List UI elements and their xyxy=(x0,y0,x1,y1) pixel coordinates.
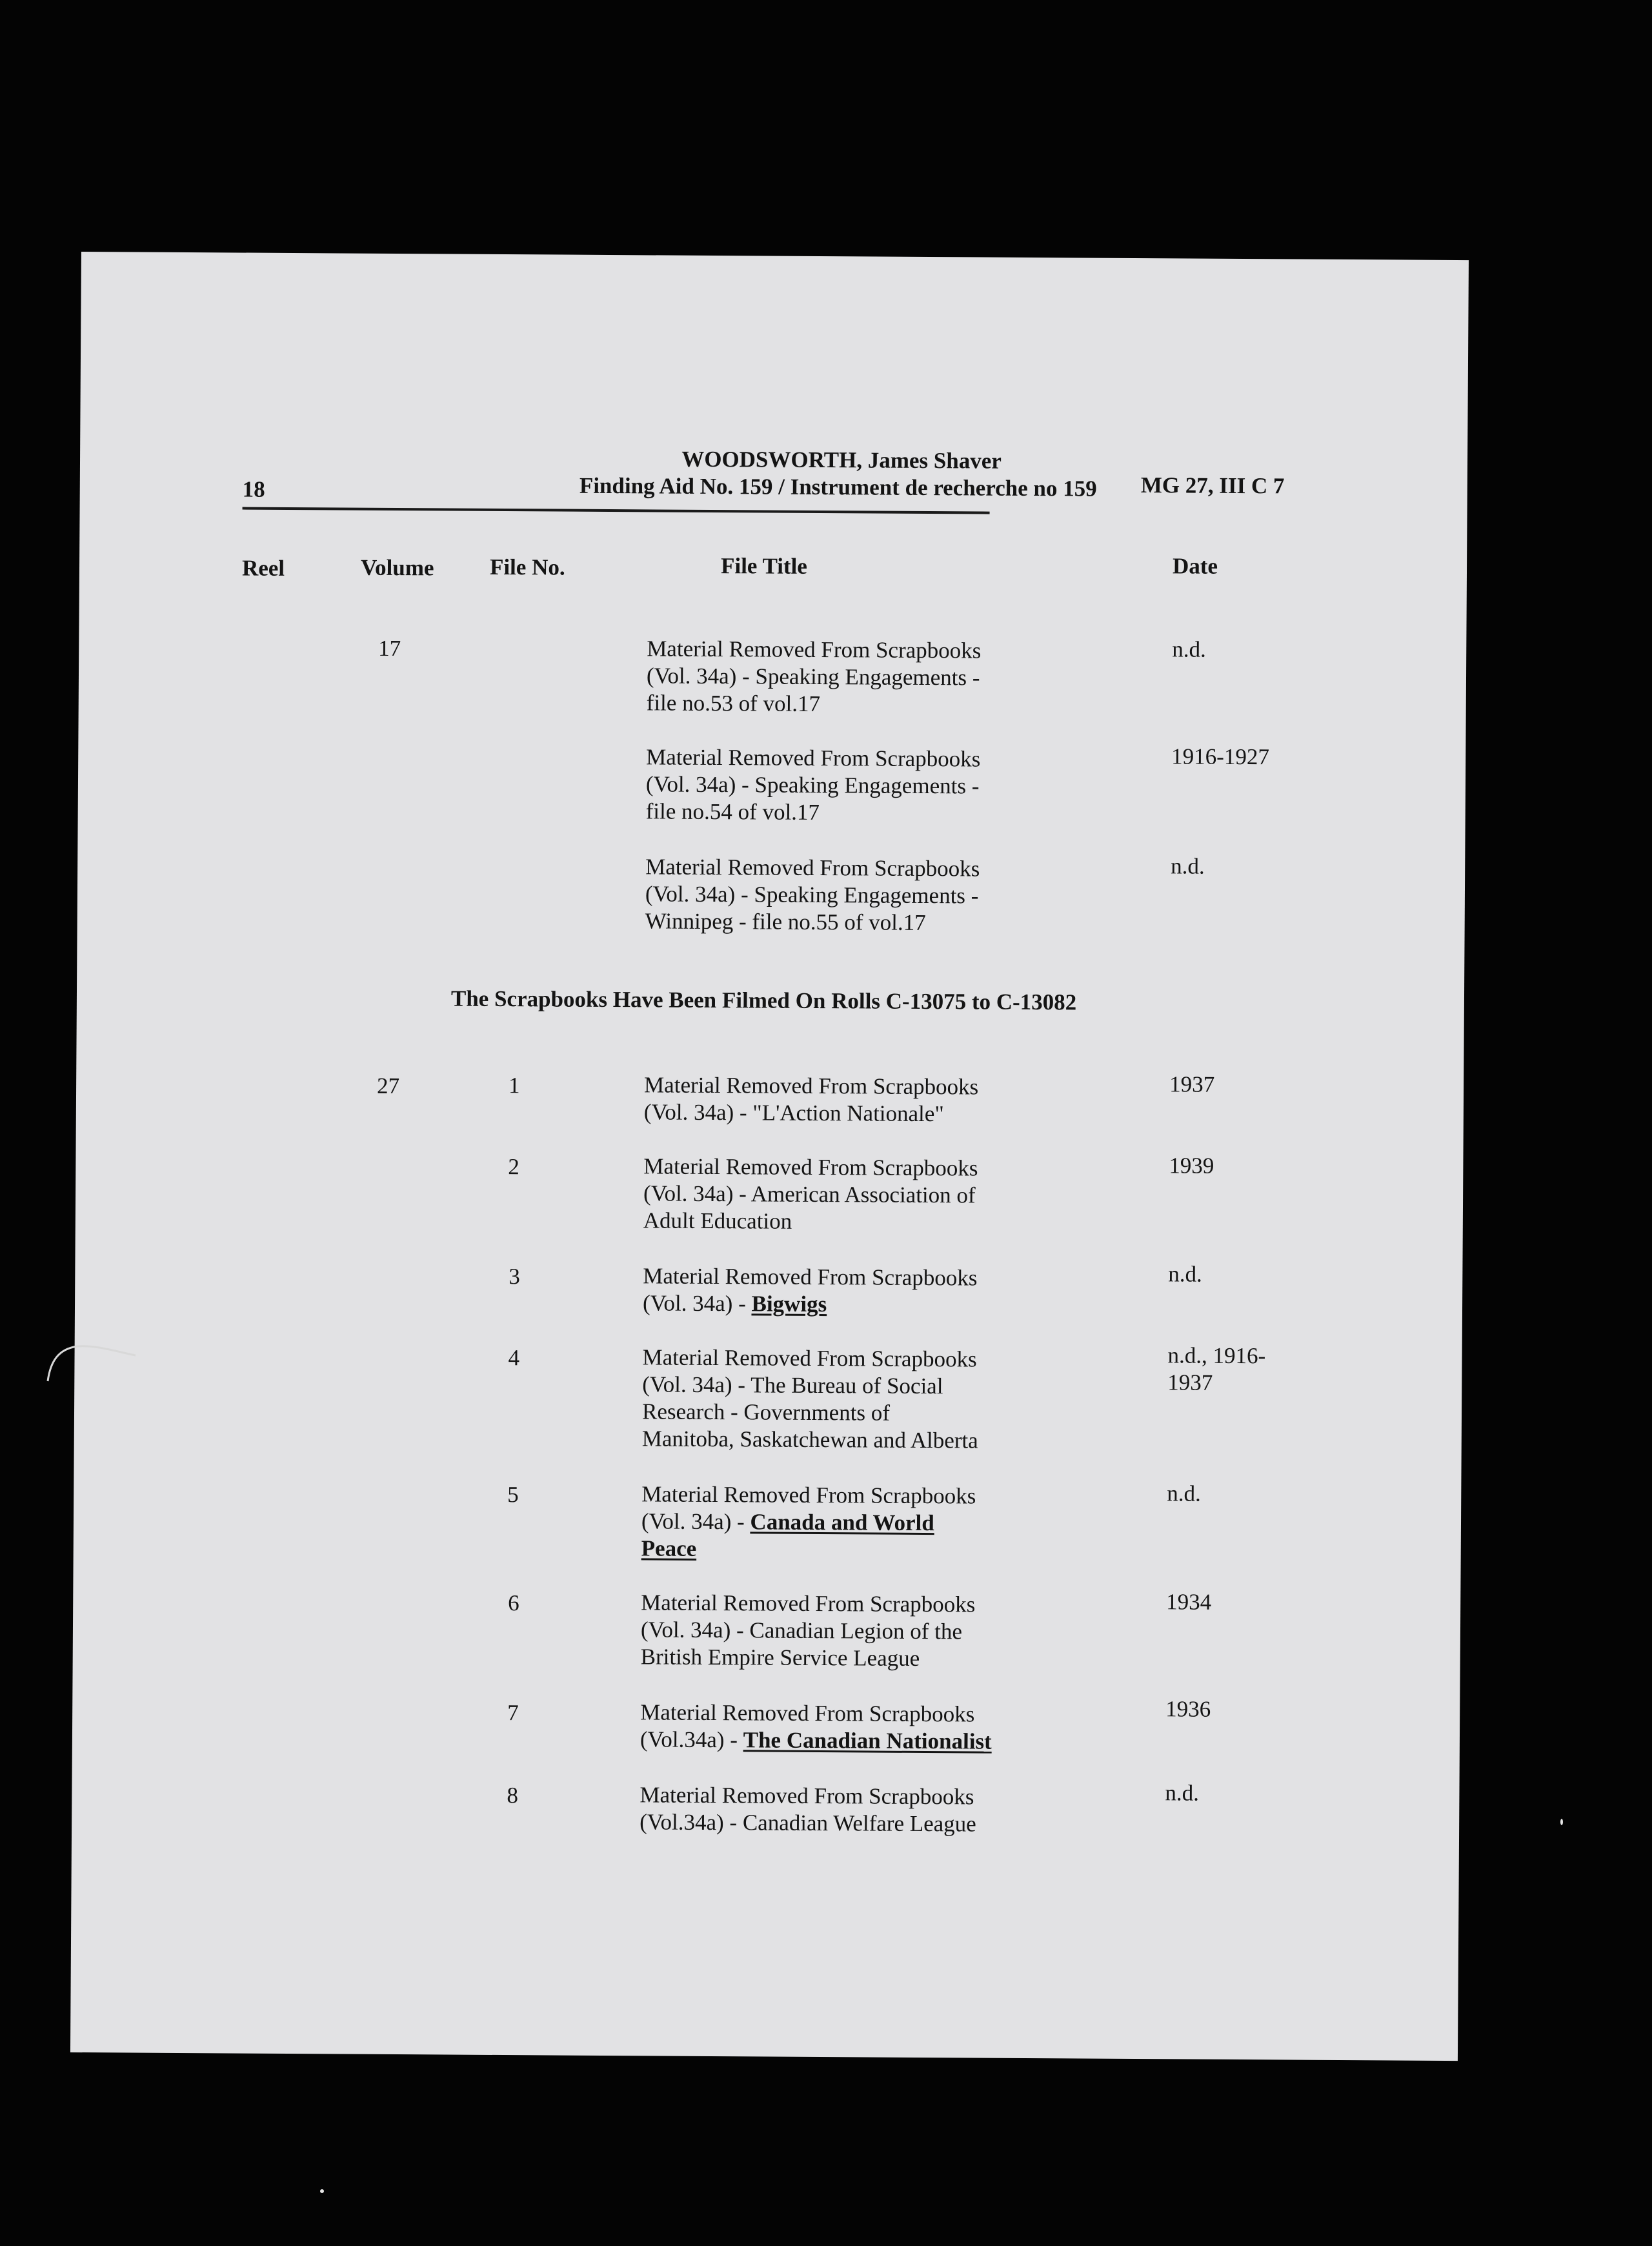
dust-speck xyxy=(320,2189,324,2193)
file-date: 1939 xyxy=(1169,1153,1214,1179)
page-number: 18 xyxy=(242,476,265,502)
column-header-file-no: File No. xyxy=(489,554,565,580)
file-title-line: British Empire Service League xyxy=(640,1644,920,1671)
file-number: 6 xyxy=(508,1590,519,1616)
file-title-line xyxy=(641,1534,697,1563)
column-header-volume: Volume xyxy=(360,554,434,581)
file-title-line: (Vol.34a) - Canadian Welfare League xyxy=(640,1809,976,1837)
file-number: 3 xyxy=(509,1264,520,1290)
file-title-line: Manitoba, Saskatchewan and Alberta xyxy=(641,1426,978,1453)
underlined-title: The Canadian Nationalist xyxy=(743,1727,992,1754)
file-title-line: (Vol. 34a) - Canadian Legion of the xyxy=(640,1617,963,1644)
file-date: n.d. xyxy=(1165,1780,1200,1806)
file-title-line: Material Removed From Scrapbooks xyxy=(646,744,981,772)
file-title-line: Material Removed From Scrapbooks xyxy=(642,1344,977,1372)
file-date: n.d. xyxy=(1172,636,1206,662)
file-title-line xyxy=(641,1507,934,1537)
file-number: 5 xyxy=(507,1482,519,1508)
file-title-prefix: (Vol. 34a) - xyxy=(642,1290,752,1317)
dust-speck xyxy=(1560,1819,1563,1825)
file-title-line: file no.53 of vol.17 xyxy=(646,690,821,717)
reference-code: MG 27, III C 7 xyxy=(1140,472,1285,499)
scan-artifact xyxy=(39,1323,142,1394)
file-date: n.d. xyxy=(1171,853,1205,879)
column-header-reel: Reel xyxy=(241,555,285,581)
file-title-prefix: (Vol. 34a) - xyxy=(641,1508,750,1535)
file-date: 1934 xyxy=(1166,1589,1212,1615)
author-heading: WOODSWORTH, James Shaver xyxy=(681,446,1002,474)
file-title-line: file no.54 of vol.17 xyxy=(645,798,820,825)
file-date-continued: 1937 xyxy=(1167,1370,1213,1395)
file-title-line: (Vol. 34a) - Speaking Engagements - xyxy=(645,881,979,909)
file-title-line: Material Removed From Scrapbooks xyxy=(644,1072,979,1100)
file-date: 1916-1927 xyxy=(1171,744,1270,770)
file-number: 1 xyxy=(509,1073,520,1098)
file-date: 1936 xyxy=(1165,1696,1211,1722)
file-title-line: Material Removed From Scrapbooks xyxy=(640,1782,974,1810)
file-title-prefix: (Vol.34a) - xyxy=(640,1726,743,1753)
file-title-line: Adult Education xyxy=(643,1208,792,1234)
file-title-line: (Vol. 34a) - "L'Action Nationale" xyxy=(643,1099,944,1127)
file-title-line: Material Removed From Scrapbooks xyxy=(647,636,982,663)
file-title-line: Material Removed From Scrapbooks xyxy=(641,1590,976,1617)
underlined-title: Bigwigs xyxy=(751,1291,827,1317)
file-number: 8 xyxy=(507,1783,519,1808)
file-title-line: Winnipeg - file no.55 of vol.17 xyxy=(645,908,926,936)
file-title-line: Material Removed From Scrapbooks xyxy=(643,1263,978,1291)
file-title-line: Material Removed From Scrapbooks xyxy=(640,1699,975,1727)
file-date: n.d. xyxy=(1168,1261,1202,1287)
file-date: 1937 xyxy=(1169,1071,1215,1097)
file-title-line: Material Removed From Scrapbooks xyxy=(645,854,980,882)
file-number: 4 xyxy=(508,1345,520,1371)
file-title-line: Material Removed From Scrapbooks xyxy=(643,1153,978,1181)
column-header-file-title: File Title xyxy=(720,553,808,579)
column-header-date: Date xyxy=(1172,553,1218,579)
file-title-line: (Vol. 34a) - Speaking Engagements - xyxy=(645,771,980,799)
file-title-line xyxy=(643,1289,827,1318)
file-title-line: Research - Governments of xyxy=(641,1399,891,1426)
file-title-line: (Vol. 34a) - Speaking Engagements - xyxy=(646,663,980,691)
underlined-title: Canada and World xyxy=(750,1509,934,1536)
volume-number: 17 xyxy=(378,635,401,662)
header-rule xyxy=(243,507,990,514)
filming-note: The Scrapbooks Have Been Filmed On Rolls C-13075 to C-13082 xyxy=(450,986,1077,1015)
file-date: n.d., 1916- xyxy=(1167,1342,1266,1369)
document-page xyxy=(70,252,1469,2061)
file-title-line xyxy=(640,1725,992,1755)
file-title-line: (Vol. 34a) - The Bureau of Social xyxy=(642,1371,943,1399)
file-title-line: (Vol. 34a) - American Association of xyxy=(643,1180,976,1208)
file-number: 2 xyxy=(508,1154,519,1180)
finding-aid-heading: Finding Aid No. 159 / Instrument de recherche no 159 xyxy=(579,472,1097,501)
volume-number: 27 xyxy=(376,1073,400,1099)
file-date: n.d. xyxy=(1167,1481,1201,1506)
file-title-line: Material Removed From Scrapbooks xyxy=(641,1481,976,1509)
file-number: 7 xyxy=(507,1700,519,1726)
underlined-title: Peace xyxy=(641,1535,697,1561)
